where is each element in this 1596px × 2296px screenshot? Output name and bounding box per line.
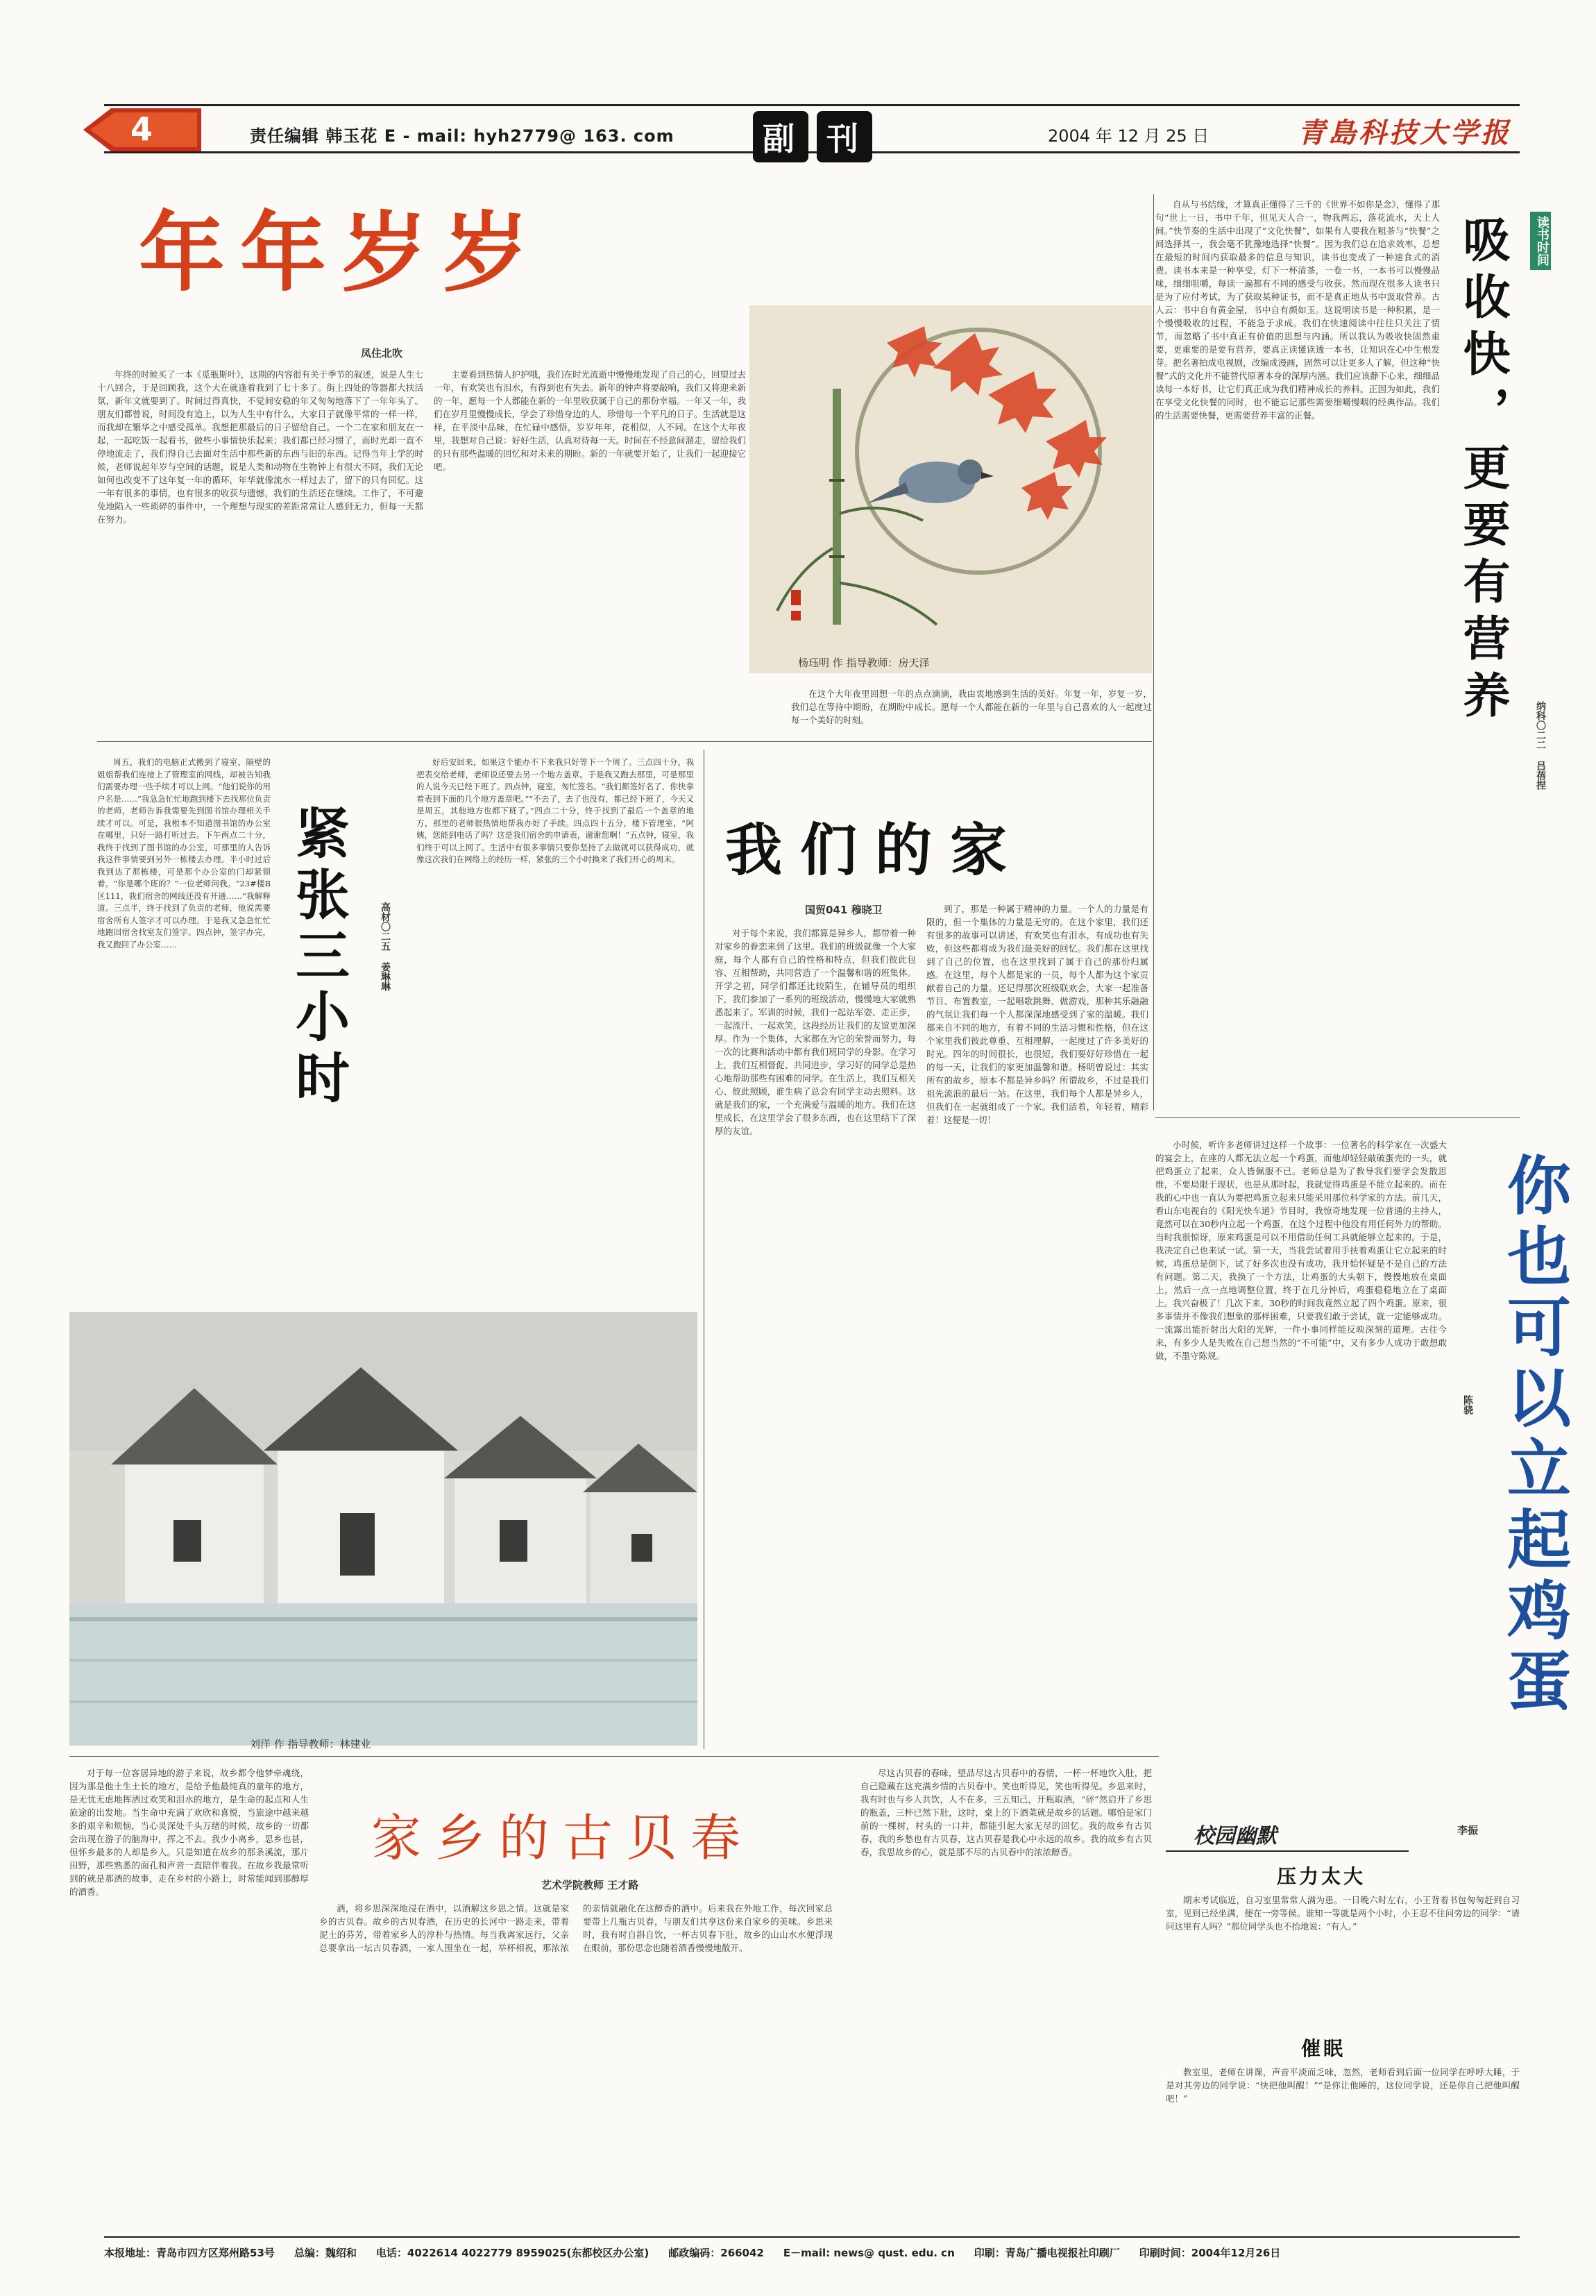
page-number: 4: [130, 110, 153, 148]
humor-box: [1166, 1818, 1520, 2235]
article-title-xishou: 吸收快，更要有营养: [1455, 215, 1510, 727]
paragraph: 好后安回来，如果这个能办不下来我只好等下一个周了。三点四十分，我把表交给老师，老师说还要去另一个地方盖章。于是我又跑去那里，可是那里的人说今天已经下班了。四点钟，寝室，匆忙签名。“我们都签好名了，你快拿着表到下面的几个地方盖章吧。”“不去了，去了也没有，都已经下班了，今天又是周五，其他地方也都下班了。”四点二十分，终于找到了最后一个盖章的地方，那里的老师很热情地帮我办好了手续。四点四十五分，楼下管理室，“阿姨，您能到电话了吗？这是我们宿舍的申请表，谢谢您啊！”五点钟，寝室，我们终于可以上网了。生活中有很多事情只要你坚持了去做就可以获得成功，就像这次我们在网络上的经历一样，紧张的三个小时换来了我们开心的周末。: [416, 757, 694, 864]
paragraph: 教室里，老师在讲课，声音平淡而乏味，忽然，老师看到后面一位同学在呼呼大睡，于是对其旁边的同学说：“快把他叫醒！”“是你让他睡的，这位同学说，还是你自己把他叫醒吧！”: [1166, 2067, 1520, 2104]
paragraph: 自从与书结缘，才算真正懂得了三千的《世界不如你是念》，懂得了那句“世上一日，书中千年，但见天人合一，物我两忘，落花流水，天上人间。”快节奏的生活中出现了“文化快餐”，如果有人要我在粗茶与“快餐”之间选择其一，我会毫不犹豫地选择“快餐”。因为我们总在追求效率，总想在最短的时间内获取最多的信息与知识，读书也变成了一种速食式的消费。读书本来是一种享受，灯下一杯清茶，一卷一书，一本书可以慢慢品味，细细咀嚼，每读一遍都有不同的感受与收获。然而现在很多人读书只是为了应付考试，为了获取某种证书，而不是真正地从书中汲取营养。古人云：书中自有黄金屋，书中自有颜如玉。这说明读书是一种积累，是一个慢慢吸收的过程，不能急于求成。我们在快速阅读中往往只关注了情节，而忽略了书中真正有价值的思想与内涵。所以我认为吸收快固然重要，更重要的是要有营养，要真正读懂读透一本书，让知识在心中生根发芽。把名著拍成电视剧，改编成漫画，固然可以让更多人了解，但这种“快餐”式的文化并不能替代原著本身的深厚内涵。我们应该静下心来，细细品读每一本好书，让它们真正成为我们精神成长的养料。正因为如此，我们在享受文化快餐的同时，也不能忘记那些需要细嚼慢咽的经典作品。我们的生活需要快餐，更需要营养丰富的正餐。: [1155, 199, 1440, 421]
footer-print-date: 印刷时间：2004年12月26日: [1139, 2247, 1281, 2259]
article-body-jiating-col2: [926, 902, 1148, 1753]
reading-tag: [1530, 212, 1551, 270]
joke-title-2: 催眠: [1301, 2037, 1346, 2060]
footer-email: E－mail: news@ qust. edu. cn: [783, 2247, 955, 2259]
footer-chief: 总编：魏绍和: [294, 2247, 357, 2259]
article-title-jixiang: 家乡的古贝春: [371, 1809, 755, 1867]
divider: [1155, 1117, 1520, 1118]
byline-niannian: 凤住北吹: [361, 347, 403, 360]
humor-author: 李振: [1457, 1824, 1479, 1837]
joke-title-1: 压力太大: [1277, 1865, 1366, 1888]
article-body-jidan: [1155, 1138, 1447, 1694]
paragraph: 对于每个来说，我们都算是异乡人，都带着一种对家乡的眷恋来到了这里。我们的班级就像一个大家庭，每个人都有自己的性格和特点，但我们彼此包容、互相帮助，共同营造了一个温馨和谐的班集体。开学之初，同学们都还比较陌生，在辅导员的组织下，我们参加了一系列的班级活动，慢慢地大家就熟悉起来了。军训的时候，我们一起站军姿、走正步，一起流汗、一起欢笑，这段经历让我们的友谊更加深厚。作为一个集体，大家都在为它的荣誉而努力，每一次的比赛和活动中都有我们班同学的身影。在学习上，我们互相督促、共同进步，学习好的同学总是热心地帮助那些有困难的同学。在生活上，我们互相关心、彼此照顾，谁生病了总会有同学主动去照料。这就是我们的家，一个充满爱与温暖的地方。我们在这里成长，在这里学会了很多东西，也在这里结下了深厚的友谊。: [715, 928, 916, 1136]
paragraph: 主要看到热情人护护哦，我们在时光流逝中慢慢地发现了自己的心，回望过去一年，有欢笑也有泪水，有得到也有失去。新年的钟声将要敲响，我们又将迎来新的一年，愿每一个人都能在新的一年里收获属于自己的那份幸福。一年又一年，我们在岁月里慢慢成长，学会了珍惜身边的人，珍惜每一个平凡的日子。生活就是这样，在平淡中品味，在忙碌中感悟，岁岁年年，花相似，人不同。在这个大年夜里，我想对自己说：好好生活，认真对待每一天。时间在不经意间溜走，留给我们的只有那些温暖的回忆和对未来的期盼。新的一年就要开始了，让我们一起迎接它吧。: [434, 369, 746, 472]
divider: [97, 741, 1152, 742]
joke-body-2: [1166, 2066, 1520, 2142]
joke-body-1: [1166, 1893, 1520, 2015]
caption-houses: 刘洋 作 指导教师：林建业: [250, 1738, 371, 1750]
footer-postcode: 邮政编码：266042: [668, 2247, 764, 2259]
article-body-jinzhang-col1: [97, 757, 271, 1305]
footer-phone: 电话：4022614 4022779 8959025(东都校区办公室): [375, 2247, 650, 2259]
divider: [69, 1756, 1159, 1757]
divider: [1153, 194, 1154, 1111]
article-title-jidan: 你也可以立起鸡蛋: [1497, 1152, 1571, 1719]
section-char-1: 副: [753, 111, 808, 162]
paragraph: 到了，那是一种属于精神的力量。一个人的力量是有限的，但一个集体的力量是无穷的。在这个家里，我们还有很多的故事可以讲述，有欢笑也有泪水，有成功也有失败，但这些都将成为我们最美好的回忆。我们都在这里找到了自己的位置，也在这里找到了属于自己的那份归属感。在这里，每个人都是家的一员，每个人都为这个家贡献着自己的力量。还记得那次班级联欢会，大家一起准备节目、布置教室，一起唱歌跳舞、做游戏，那种其乐融融的气氛让我们每一个人都深深地感受到了家的温暖。我们都来自不同的地方，有着不同的生活习惯和性格，但在这个家里我们彼此尊重、互相理解，一起度过了许多美好的时光。四年的时间很长，也很短，我们要好好珍惜在一起的每一天，让我们的家更加温馨和谐。杨明曾说过：其实所有的故乡，原本不都是异乡吗？所谓故乡，不过是我们祖先流浪的最后一站。在这里，我们每个人都是异乡人，但我们在一起就组成了一个家。我们活着，年轻着，精彩着！这便是一切！: [926, 904, 1148, 1125]
paragraph: 尽这古贝春的春味，望品尽这古贝春中的春情，一杯一杯地饮入肚，把自己隐藏在这充满乡情的古贝春中。笑也听得见，笑也听得见。乡思来时，我有时也与乡人共饮，人不在多，三五知己，开瓶取酒，“砰”然启开了乡思的瓶盖，三杯已然下肚，这时，桌上的下酒菜就是故乡的话题。哪怕是家门前的一棵树，村头的一口井，都能引起大家无尽的回忆。我的故乡有古贝春，我的乡愁也有古贝春，这古贝春是我心中永远的故乡。我的故乡有古贝春，我思故乡的心，就是那不尽的古贝春中的浓浓醇香。: [860, 1768, 1152, 1857]
byline-jinzhang: 高材〇二五 姜琳琳: [380, 902, 391, 991]
byline-jixiang: 艺术学院教师 王才路: [541, 1879, 639, 1891]
article-body-jixiang-col3: [860, 1766, 1152, 2225]
article-body-niannian-col1: [97, 368, 423, 722]
article-body-niannian-col2: [434, 368, 746, 725]
footer-address: 本报地址：青岛市四方区郑州路53号: [104, 2247, 275, 2259]
article-body-jinzhang-col2: [416, 757, 694, 1305]
paragraph: 在这个大年夜里回想一年的点点滴滴，我由衷地感到生活的美好。年复一年，岁复一岁，我们总在等待中期盼，在期盼中成长。愿每一个人都能在新的一年里与自己喜欢的人一起度过每一个美好的时刻。: [791, 689, 1152, 725]
footer-printer: 印刷：青岛广播电视报社印刷厂: [974, 2247, 1120, 2259]
paragraph: 酒，将乡思深深地浸在酒中，以酒解这乡思之情。这就是家乡的古贝春。故乡的古贝春酒，在历史的长河中一路走来，带着泥土的芬芳，带着家乡人的淳朴与热情。每当我离家远行，父亲总要拿出一坛古贝春酒，一家人围坐在一起，举杯相祝，那浓浓的亲情就融化在这醇香的酒中。后来我在外地工作，每次回家总要带上几瓶古贝春，与朋友们共享这份来自家乡的美味。乡思来时，我有时自斟自饮，一杯古贝春下肚，故乡的山山水水便浮现在眼前，那份思念也随着酒香慢慢地散开。: [319, 1903, 833, 1953]
caption-bird: 杨珏明 作 指导教师：房天泽: [798, 657, 930, 669]
byline-jidan: 陈骁: [1462, 1395, 1473, 1415]
byline-xishou: 纳科〇二二 吕蓓捏: [1535, 701, 1546, 790]
paragraph: 对于每一位客居异地的游子来说，故乡都令他梦牵魂绕，因为那是他土生土长的地方，是给予他最纯真的童年的地方，是无忧无虑地挥洒过欢笑和泪水的地方，是生命的起点和人生旅途的出发地。当生命中充满了欢欣和喜悦，当旅途中越来越多的艰辛和烦恼，当心灵深处千头万绪的时候，故乡的一切都会出现在游子的脑海中，挥之不去。我少小离乡，思乡也甚，但怀乡最多的人却是乡人。只是知道在故乡的那条溪流，那片田野，那些熟悉的面孔和声音一直陪伴着我。在故乡我最常听到的就是那酒的故事，走在乡村的小路上，时常能闻到那醇厚的酒香。: [69, 1768, 309, 1897]
article-body-xishou: [1155, 198, 1440, 934]
reading-tag-text: 读书时间: [1530, 212, 1551, 270]
section-char-2: 刊: [817, 111, 872, 162]
painting-houses: [69, 1312, 697, 1746]
footer: [104, 2245, 1520, 2260]
section-title: [753, 111, 881, 162]
article-body-jiating-col1: [715, 927, 916, 1753]
header-top-rule: [104, 104, 1520, 106]
humor-tag: 校园幽默: [1194, 1824, 1277, 1848]
paper-name: 青島科技大学报: [1298, 117, 1511, 149]
paragraph: 期末考试临近，自习室里常常人满为患。一日晚六时左右，小王背着书包匆匆赶到自习室，见到已经坐满，便在一旁等候。谁知一等就是两个小时，小王忍不住问旁边的同学：“请问这里有人吗？”那位同学头也不抬地说：“有人。”: [1166, 1895, 1520, 1932]
article-title-jiating: 我们的家: [725, 818, 1026, 884]
painting-bird: [749, 305, 1152, 673]
issue-date: 2004 年 12 月 25 日: [1048, 126, 1209, 146]
article-body-jixiang-col1: [69, 1766, 309, 2225]
byline-jiating: 国贸041 穆晓卫: [805, 904, 883, 916]
article-body-jixiang-col2: [319, 1902, 833, 2225]
article-title-niannian: 年年岁岁: [139, 203, 545, 303]
paragraph: 周五，我们的电脑正式搬到了寝室，隔壁的姐姐帮我们连接上了管理室的网线，却被告知我们需要办理一些手续才可以上网。“他们说你的用户名是……”我急急忙忙地跑到楼下去找那位负责的老师，老师告诉我需要先到图书馆办理相关手续才可以。可是，我根本不知道图书馆的办公室在哪里，只好一路打听过去。下午两点二十分，我终于找到了图书馆的办公室，可那里的人告诉我这件事情要到另外一栋楼去办理。半小时过后我到达了那栋楼，可是那个办公室的门却紧锁着。“你是哪个班的？”一位老师问我。“23#楼B区111，我们宿舍的网线还没有开通……”我解释道。三点半，终于找到了负责的老师，他说需要宿舍所有人签字才可以办理。于是我又急急忙忙地跑回宿舍找室友们签字。四点钟，签字办完，我又跑回了办公室……: [97, 757, 271, 949]
paragraph: 年终的时候买了一本《觅瓶斯叶》，这期的内容很有关于季节的叙述，说是人生七十八回合，于是回顾我，这个大在就逢着我到了七十多了。街上四处的等器都大扶活氛，新年文就要到了。时间过得真快，不觉间安稳的年又匆匆地落下了一年年头了。朋友们都曾说，时间没有追上，以为人生中有什么，大家日子就像平常的一样一样，而我却在繁华之中感受孤单。我想把那最后的日子留给自己。一个二在家和朋友在一起，一起吃饭一起看书，做些小事情快乐起来；我们都已经习惯了，而时光却一直不停地流走了，我们得自己去面对生活中那些新的东西与旧的东西。记得当年上学的时候，老师说起年岁与空间的话题，说是人类和动物在生物钟上有很大不同，我们无论如何也改变不了这年复一年的循环，年华就像流水一样过去了，留下的只有回忆。这一年有很多的事情，也有很多的收获与遗憾，我们的生活还在继续。工作了，不可避免地陷入一些琐碎的事件中，一个理想与现实的差距常常让人感到无力，但每一天都在努力。: [97, 369, 423, 525]
article-title-jinzhang: 紧张三小时: [287, 805, 349, 1111]
page-number-badge: [76, 104, 208, 155]
editor-line: 责任编辑 韩玉花 E - mail: hyh2779@ 163. com: [250, 126, 674, 146]
footer-rule: [104, 2236, 1520, 2238]
paragraph: 小时候，听许多老师讲过这样一个故事：一位著名的科学家在一次盛大的宴会上，在座的人都无法立起一个鸡蛋，而他却轻轻敲破蛋壳的一头，就把鸡蛋立了起来，众人皆佩服不已。老师总是为了教导我们要学会发散思维，不要局限于现状，也是从那时起，我就觉得鸡蛋是不能立起来的。而在我的心中也一直认为要把鸡蛋立起来只能采用那位科学家的方法。前几天，看山东电视台的《阳光快车道》节目时，我惊奇地发现一位普通的主持人，竟然可以在30秒内立起一个鸡蛋，在这个过程中他没有用任何外力的帮助。当时我很惊讶，原来鸡蛋是可以不用借助任何工具就能够立起来的。于是，我决定自己也来试一试。第一天，当我尝试着用手扶着鸡蛋让它立起来的时候，鸡蛋总是倒下，试了好多次也没有成功，我开始怀疑是不是自己的方法有问题。第二天，我换了一个方法，让鸡蛋的大头朝下，慢慢地放在桌面上，然后一点一点地调整位置，终于在几分钟后，鸡蛋稳稳地立在了桌面上。我兴奋极了！几次下来，30秒的时间我竟然立起了四个鸡蛋。原来，很多事情并不像我们想象的那样困难，只要我们敢于尝试，就一定能够成功。一流露出能折射出大阳的光辉，一件小事同样能反映深刻的道理。古往今来，有多少人是失败在自己想当然的“不可能”中，又有多少人成功于敢想敢做，不墨守陈规。: [1155, 1140, 1447, 1361]
article-body-niannian-col3: [791, 687, 1152, 725]
humor-tag-rule: [1166, 1850, 1409, 1852]
